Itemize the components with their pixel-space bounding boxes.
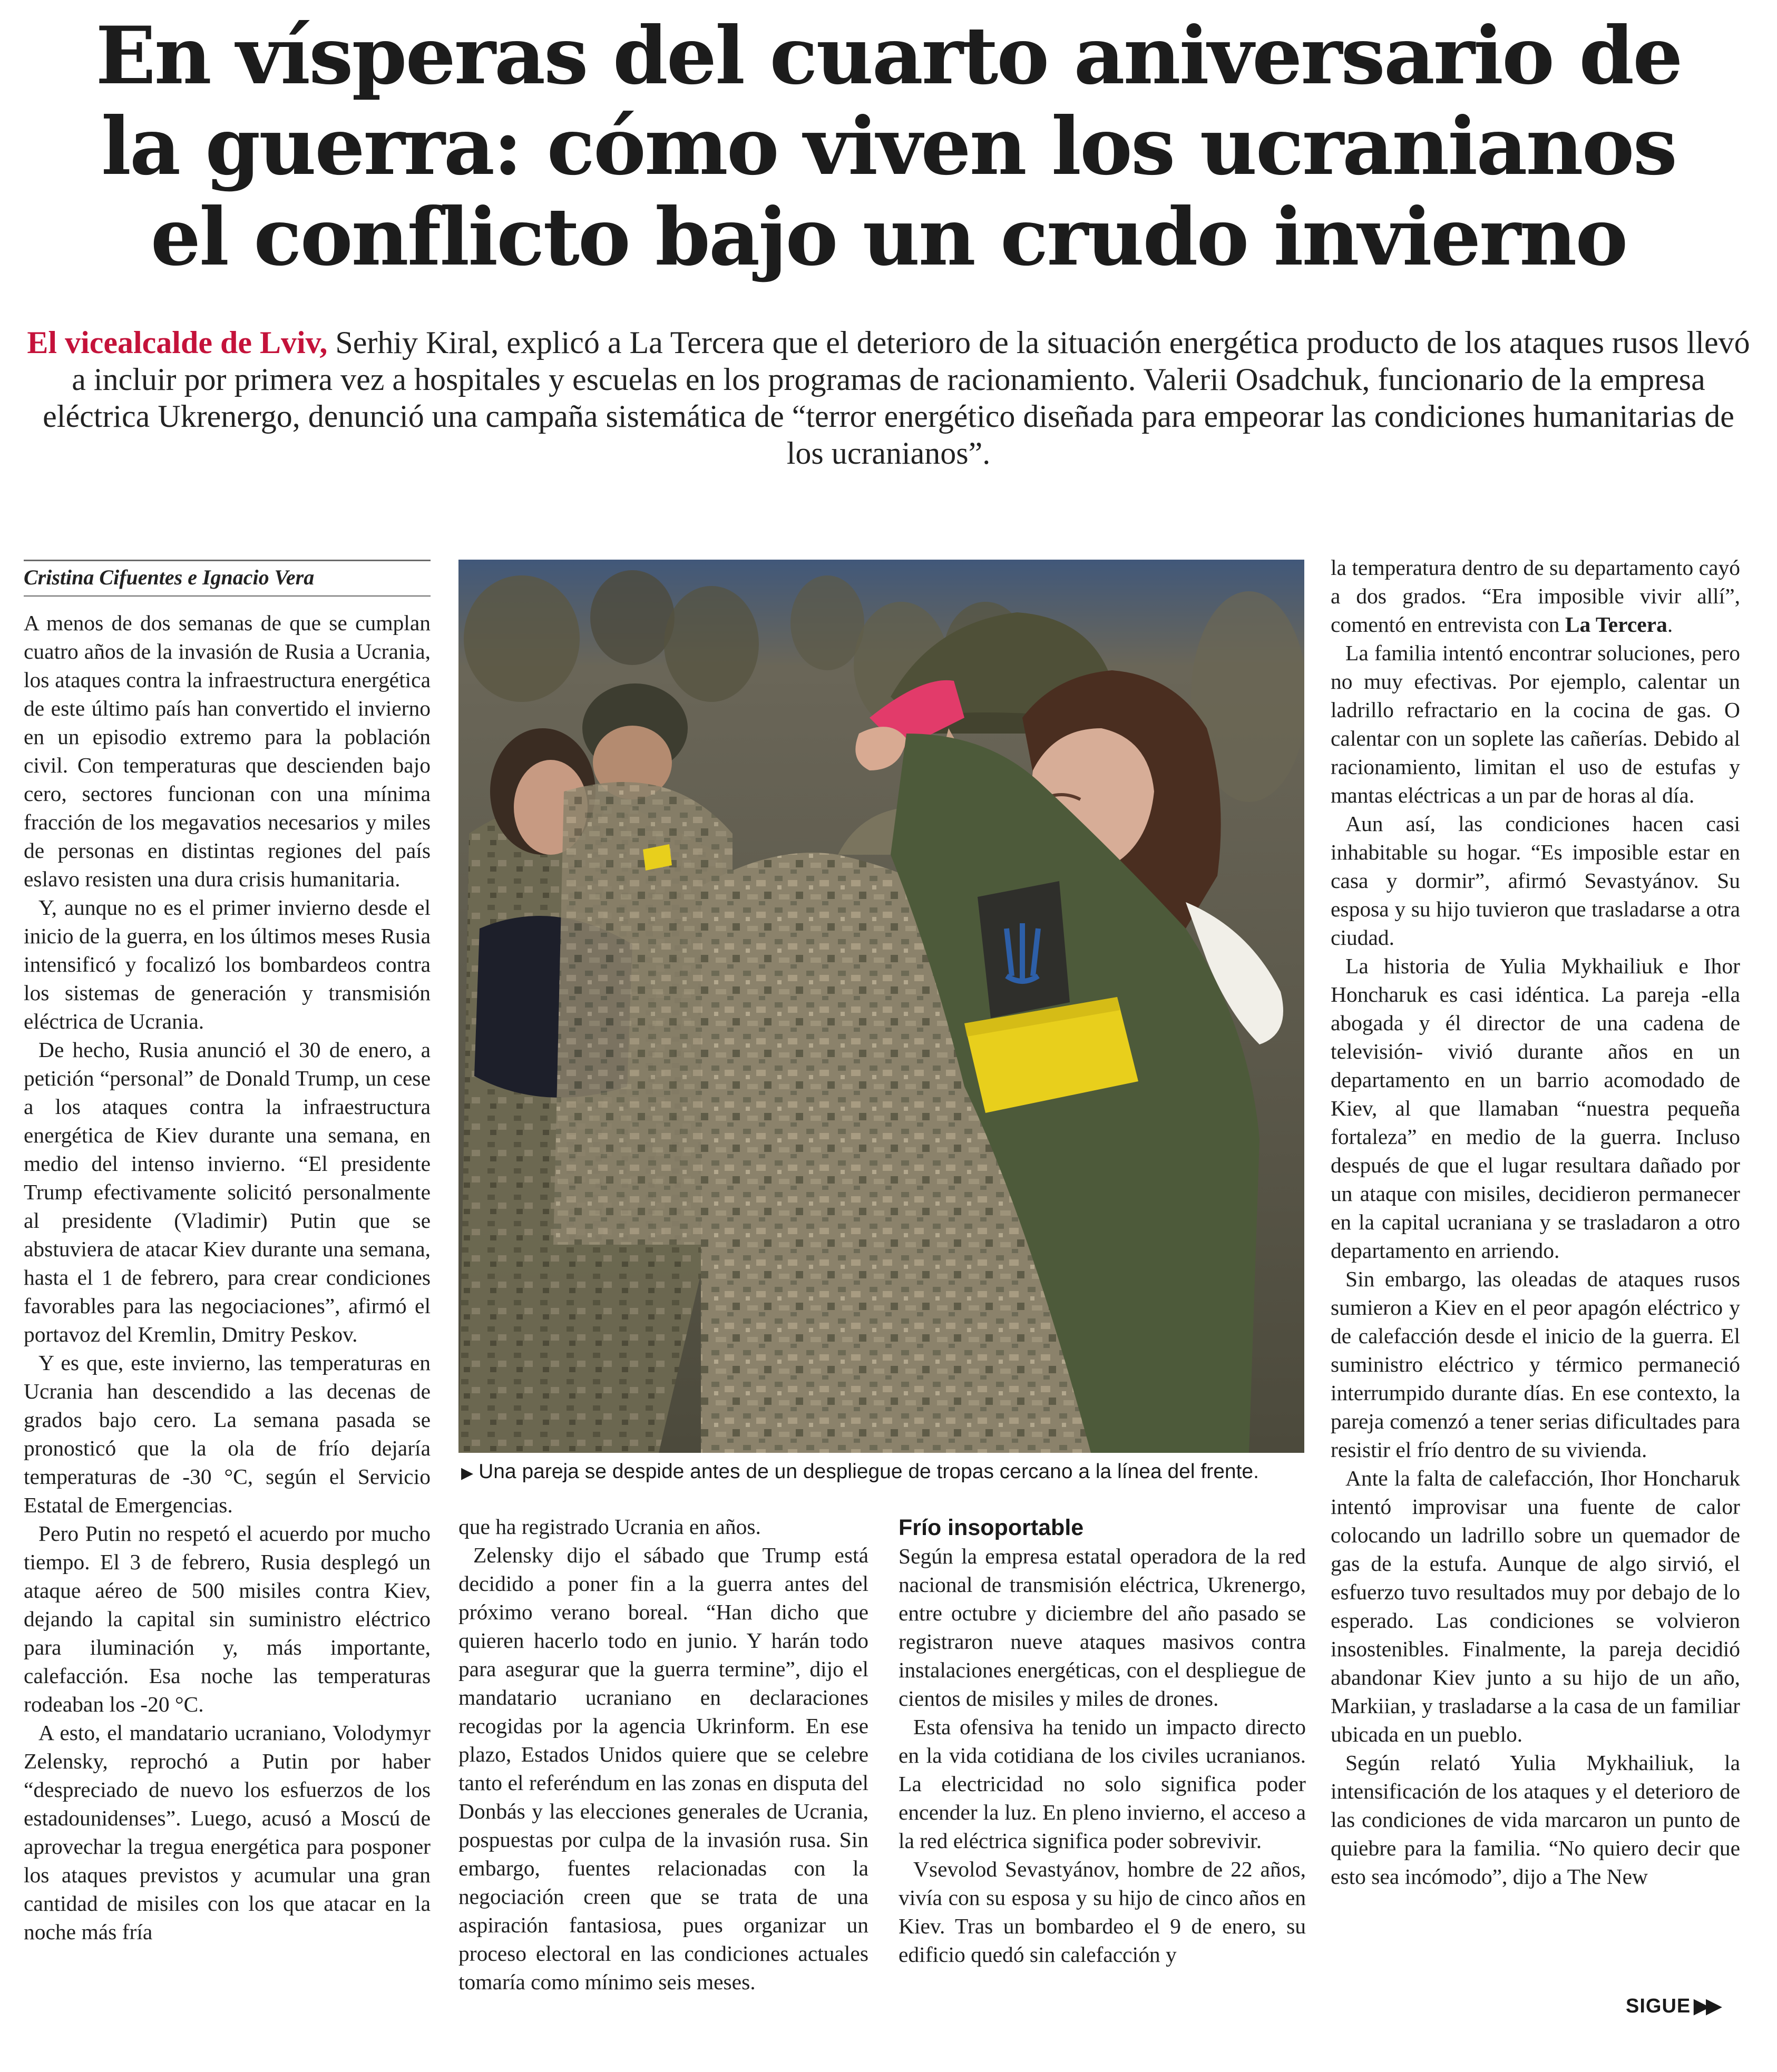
paragraph: A esto, el mandatario ucraniano, Volodymyr Zelensky, reprochó a Putin por haber “despreciado de nuevo los esfuerzos de los estadounidenses”. Luego, acusó a Moscú de aprovechar la tregua energética para posponer los ataques previstos y acumular una gran cantidad de misiles con los que atacar en la noche más fría [24,1721,431,1944]
article-photo [458,560,1304,1453]
deck-lead: El vicealcalde de Lviv, [27,325,328,360]
paragraph: De hecho, Rusia anunció el 30 de enero, a petición “personal” de Donald Trump, un cese a los ataques contra la infraestructura energética de Kiev durante una semana, en medio del intenso invierno. “El presidente Trump efectivamente solicitó personalmente al presidente (Vladimir) Putin que se abstuviera de atacar Kiev durante una semana, hasta el 1 de febrero, para crear condiciones favorables para las negociaciones”, afirmó el portavoz del Kremlin, Dmitry Peskov. [24,1038,431,1346]
section-subhead: Frío insoportable [899,1515,1084,1540]
paragraph: Vsevolod Sevastyánov, hombre de 22 años, vivía con su esposa y su hijo de cinco años en Kiev. Tras un bombardeo el 9 de enero, su edificio quedó sin calefacción y [899,1857,1306,1967]
paragraph: Y, aunque no es el primer invierno desde el inicio de la guerra, en los últimos meses Rusia intensificó y focalizó los bombardeos contra los sistemas de generación y transmisión eléctrica de Ucrania. [24,895,431,1033]
paragraph: Esta ofensiva ha tenido un impacto directo en la vida cotidiana de los civiles ucranianos. La electricidad no solo significa poder encender la luz. En pleno invierno, el acceso a la red eléctrica significa poder sobrevivir. [899,1715,1306,1853]
byline-rule [24,560,431,561]
column-1 [24,609,431,1946]
column-4 [1331,553,1740,1891]
deck-body: Serhiy Kiral, explicó a La Tercera que el deterioro de la situación energética producto de los ataques rusos llevó a incluir por primera vez a hospitales y escuelas en los programas de racionamiento. Valerii Osadchuk, funcionario de la empresa eléctrica Ukrenergo, denunció una campaña sistemática de “terror energético diseñada para empeorar las condiciones humanitarias de los ucranianos”. [43,325,1750,471]
paragraph: La familia intentó encontrar soluciones, pero no muy efectivas. Por ejemplo, calentar un ladrillo refractario en la cocina de gas. O calentar con un soplete las cañerías. Debido al racionamiento, limitan el uso de estufas y mantas eléctricas a un par de horas al día. [1331,641,1740,807]
column-2 [458,1512,868,1996]
paragraph: La historia de Yulia Mykhailiuk e Ihor Honcharuk es casi idéntica. La pareja -ella abogada y él director de una cadena de televisión- vivió durante años en un departamento en un barrio acomodado de Kiev, al que llamaban “nuestra pequeña fortaleza” en medio de la guerra. Incluso después de que el lugar resultara dañado por un ataque con misiles, decidieron permanecer en la capital ucraniana y se trasladaron a otro departamento en arriendo. [1331,954,1740,1263]
byline: Cristina Cifuentes e Ignacio Vera [24,565,315,589]
newspaper-name: La Tercera [1565,612,1667,637]
photo-caption [461,1459,1304,1487]
headline: En vísperas del cuarto aniversario de la guerra: cómo viven los ucranianos el conflicto bajo un crudo invierno [95,9,1682,284]
paragraph: Ante la falta de calefacción, Ihor Honcharuk intentó improvisar una fuente de calor colocando un ladrillo sobre un quemador de gas de la estufa. Aunque de algo sirvió, el esfuerzo tuvo resultados muy por debajo de lo esperado. Las condiciones se volvieron insostenibles. Finalmente, la pareja decidió abandonar Kiev junto a su hijo de un año, Markiian, y trasladarse a la casa de un familiar ubicada en un pueblo. [1331,1466,1740,1746]
continue-arrows-icon: ▶▶ [1694,1995,1719,2017]
paragraph-text: la temperatura dentro de su departamento cayó a dos grados. “Era imposible vivir allí”, comentó en entrevista con [1331,555,1740,637]
paragraph [1331,553,1740,639]
deck [21,324,1756,472]
continue-marker [1626,1993,1719,2019]
paragraph-text: . [1667,612,1673,637]
paragraph: que ha registrado Ucrania en años. [458,1514,761,1539]
caption-text: Una pareja se despide antes de un despliegue de tropas cercano a la línea del frente. [479,1460,1259,1483]
paragraph: Zelensky dijo el sábado que Trump está decidido a poner fin a la guerra antes del próximo verano boreal. “Han dicho que quieren hacerlo todo en junio. Y harán todo para asegurar que la guerra termine”, dijo el mandatario ucraniano en declaraciones recogidas por la agencia Ukrinform. En ese plazo, Estados Unidos quiere que se celebre tanto el referéndum en las zonas en disputa del Donbás y las elecciones generales de Ucrania, pospuestas por culpa de la invasión rusa. Sin embargo, fuentes relacionadas con la negociación creen que se trata de una aspiración fantasiosa, pues organizar un proceso electoral en las condiciones actuales tomaría como mínimo seis meses. [458,1543,868,1994]
paragraph: A menos de dos semanas de que se cumplan cuatro años de la invasión de Rusia a Ucrania, los ataques contra la infraestructura energética de este último país han convertido el invierno en un episodio extremo para la población civil. Con temperaturas que descienden bajo cero, sectores funcionan con una mínima fracción de los megavatios necesarios y miles de personas en distintas regiones del país eslavo resisten una dura crisis humanitaria. [24,611,431,891]
paragraph: Según relató Yulia Mykhailiuk, la intensificación de los ataques y el deterioro de las condiciones de vida marcaron un punto de quiebre para la familia. “No quiero decir que esto sea incómodo”, dijo a The New [1331,1751,1740,1889]
paragraph: Y es que, este invierno, las temperaturas en Ucrania han descendido a las decenas de grados bajo cero. La semana pasada se pronosticó que la ola de frío dejaría temperaturas de -30 °C, según el Servicio Estatal de Emergencias. [24,1351,431,1517]
paragraph: Pero Putin no respetó el acuerdo por mucho tiempo. El 3 de febrero, Rusia desplegó un ataque aéreo de 500 misiles contra Kiev, dejando la capital sin suministro eléctrico para iluminación y, más importante, calefacción. Esa noche las temperaturas rodeaban los -20 °C. [24,1521,431,1716]
paragraph: Según la empresa estatal operadora de la red nacional de transmisión eléctrica, Ukrenergo, entre octubre y diciembre del año pasado se registraron nueve ataques masivos contra instalaciones energéticas, con el despliegue de cientos de misiles y miles de drones. [899,1544,1306,1711]
column-3 [899,1542,1306,1969]
paragraph: Aun así, las condiciones hacen casi inhabitable su hogar. “Es imposible estar en casa y dormir”, afirmó Sevastyánov. Su esposa y su hijo tuvieron que trasladarse a otra ciudad. [1331,812,1740,950]
soldier-embrace-photo [458,560,1304,1453]
paragraph: Sin embargo, las oleadas de ataques rusos sumieron a Kiev en el peor apagón eléctrico y de calefacción desde el inicio de la guerra. El suministro eléctrico y térmico permaneció interrumpido durante días. En ese contexto, la pareja comenzó a tener serias dificultades para resistir el frío dentro de su vivienda. [1331,1267,1740,1462]
caption-arrow-icon: ▶ [461,1464,474,1482]
byline-underline [24,595,431,597]
continue-label: SIGUE [1626,1995,1691,2017]
